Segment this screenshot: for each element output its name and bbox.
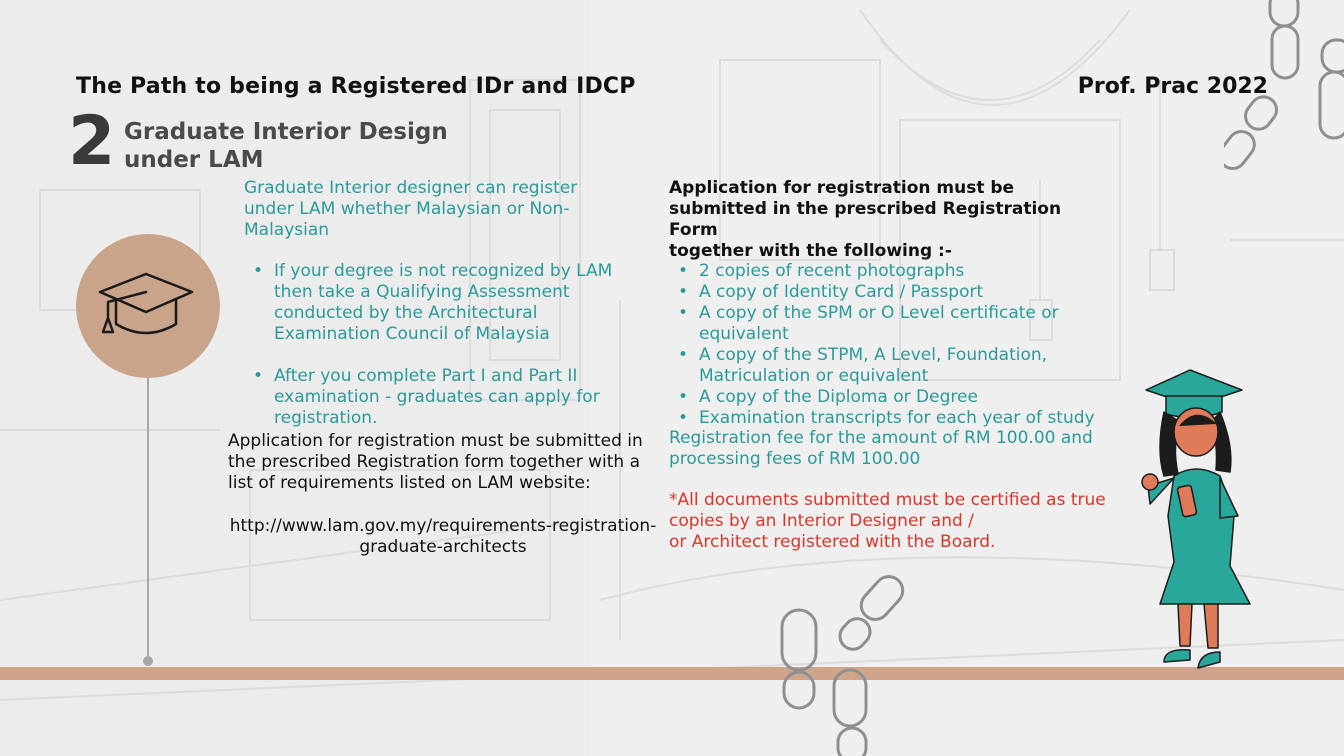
- requirements-list: [669, 261, 1109, 429]
- footprints-icon: [1224, 0, 1344, 180]
- left-intro: Graduate Interior designer can register under LAM whether Malaysian or Non-Malaysian: [244, 178, 578, 240]
- certification-note-line1: *All documents submitted must be certified as true copies by an Interior Designer and /: [669, 490, 1106, 531]
- timeline-line: [147, 378, 149, 660]
- graduate-illustration: [1134, 366, 1260, 682]
- lam-website-link[interactable]: http://www.lam.gov.my/requirements-registration-graduate-architects: [229, 516, 657, 557]
- list-item: • After you complete Part I and Part II examination - graduates can apply for registration.: [244, 366, 624, 429]
- list-item: • 2 copies of recent photographs: [669, 261, 1109, 282]
- certification-note: [669, 490, 1109, 553]
- requirements-heading-line1: Application for registration must be submitted in the prescribed Registration Form: [669, 178, 1062, 240]
- requirements-heading-line2: together with the following :-: [669, 241, 952, 261]
- presentation-title: The Path to being a Registered IDr and IDCP: [76, 74, 636, 99]
- section-title-line1: Graduate Interior Design: [124, 119, 448, 145]
- left-bullet-list: [244, 261, 624, 450]
- list-item: • A copy of the SPM or O Level certificate or equivalent: [669, 303, 1109, 345]
- list-item: • A copy of the STPM, A Level, Foundation, Matriculation or equivalent: [669, 345, 1109, 387]
- list-item: • A copy of the Diploma or Degree: [669, 387, 1109, 408]
- course-label: Prof. Prac 2022: [1077, 74, 1268, 99]
- footprints-icon: [776, 572, 916, 756]
- list-item: • If your degree is not recognized by LAM then take a Qualifying Assessment conducted by the Architectural Examination Council of Malaysia: [244, 261, 624, 345]
- section-title-line2: under LAM: [124, 147, 264, 173]
- left-application-text: Application for registration must be submitted in the prescribed Registration form together with a list of requirements listed on LAM website:: [228, 431, 643, 493]
- graduation-cap-icon: [94, 262, 198, 342]
- list-item: • Examination transcripts for each year of study: [669, 408, 1109, 429]
- certification-note-line2: or Architect registered with the Board.: [669, 532, 996, 552]
- section-number: 2: [68, 102, 116, 181]
- timeline-dot: [143, 656, 153, 666]
- list-item: • A copy of Identity Card / Passport: [669, 282, 1109, 303]
- registration-fee-text: Registration fee for the amount of RM 100.00 and processing fees of RM 100.00: [669, 428, 1093, 469]
- requirements-heading: [669, 178, 1109, 262]
- section-title: [124, 118, 448, 174]
